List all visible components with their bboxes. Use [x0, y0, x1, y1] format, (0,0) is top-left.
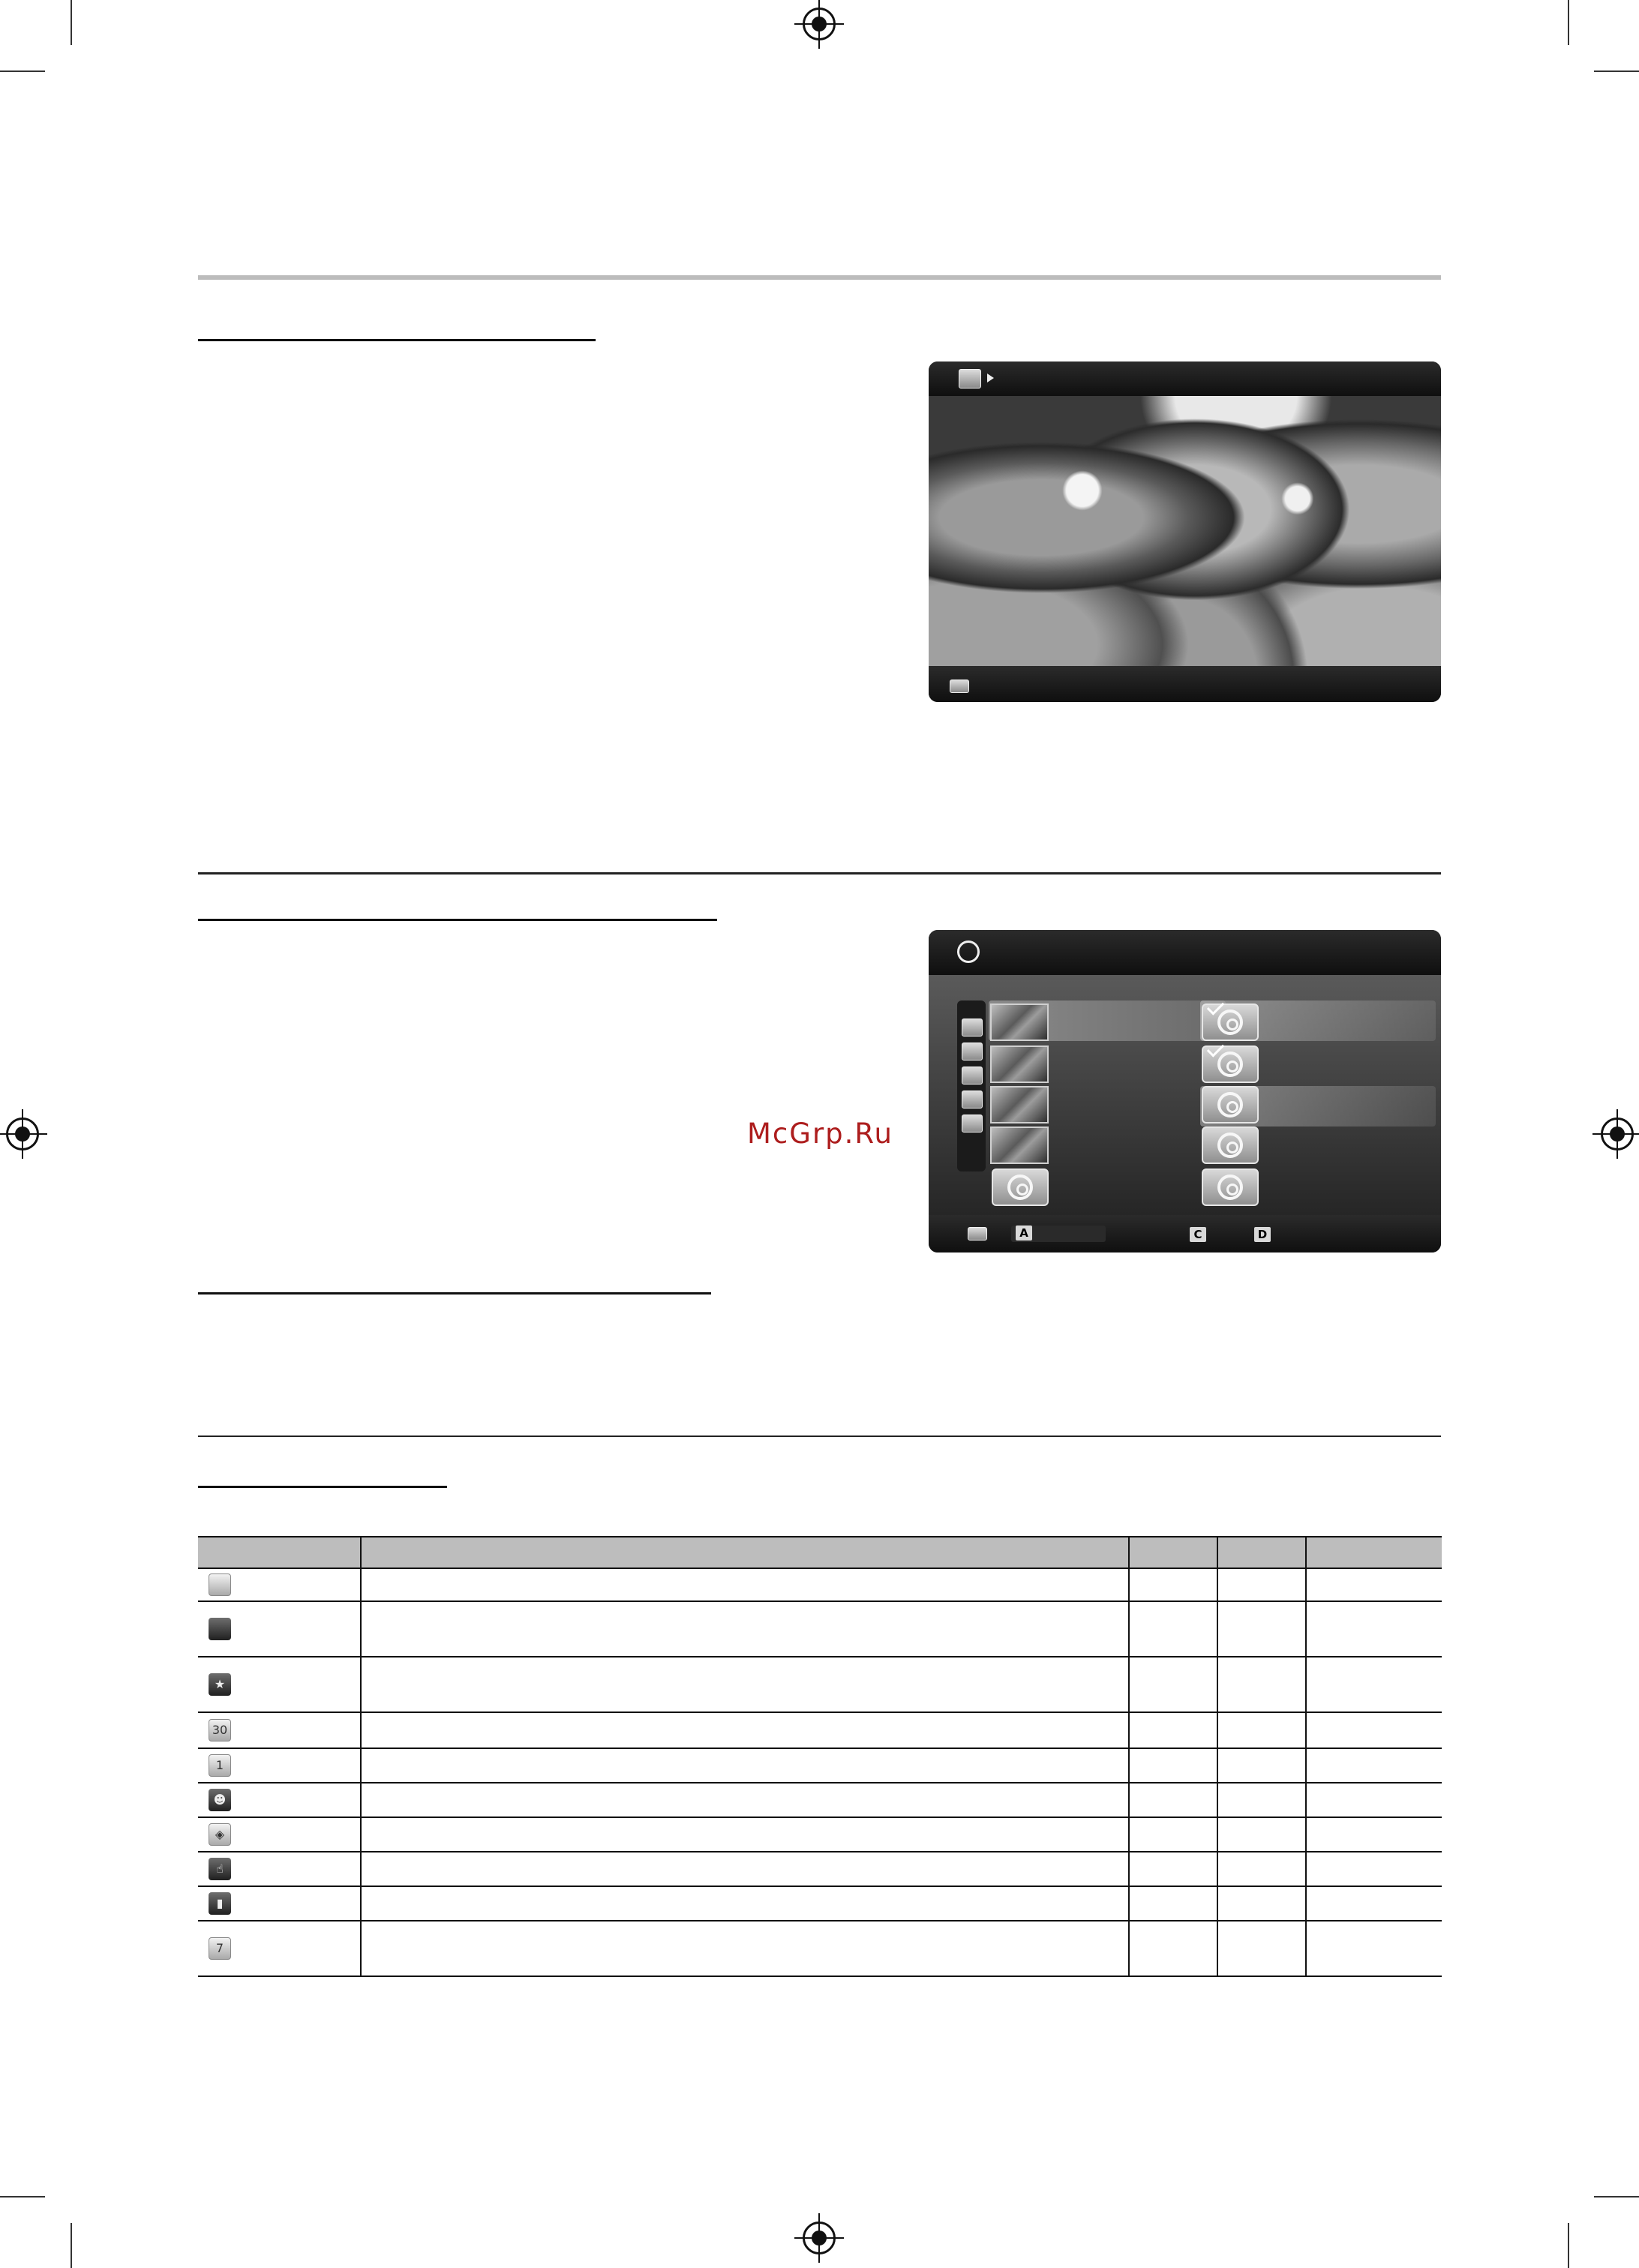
section-header-bar — [198, 275, 1441, 280]
table-cell — [1306, 1921, 1442, 1976]
table-row — [198, 1817, 1442, 1852]
video-thumbnail[interactable] — [990, 1086, 1049, 1124]
table-cell — [1129, 1568, 1217, 1601]
icon-table — [198, 1536, 1442, 1977]
table-header-cell — [198, 1537, 361, 1568]
calendar-7-icon-glyph: 7 — [215, 1941, 224, 1955]
table-row — [198, 1601, 1442, 1657]
table-cell — [1217, 1657, 1306, 1712]
icon-cell — [198, 1748, 361, 1783]
video-thumbnail[interactable] — [990, 1126, 1049, 1164]
device-icon — [950, 680, 969, 693]
table-cell — [1217, 1601, 1306, 1657]
table-cell — [1129, 1712, 1217, 1748]
table-cell — [1306, 1886, 1442, 1921]
table-cell — [1217, 1921, 1306, 1976]
play-arrow-icon — [987, 374, 994, 382]
table-row — [198, 1748, 1442, 1783]
crop-mark — [71, 0, 72, 45]
mic-icon — [209, 1892, 231, 1915]
location-icon-glyph: ◈ — [215, 1827, 225, 1841]
table-cell — [1129, 1817, 1217, 1852]
heading-underline — [198, 339, 596, 341]
table-cell — [1306, 1568, 1442, 1601]
table-row — [198, 1712, 1442, 1748]
mic-icon-glyph: ▮ — [216, 1896, 224, 1910]
month-icon[interactable] — [962, 1066, 983, 1084]
crop-mark — [1594, 70, 1639, 72]
table-row — [198, 1852, 1442, 1886]
video-file-icon[interactable] — [1202, 1086, 1259, 1124]
crop-mark — [0, 70, 45, 72]
icon-cell — [198, 1783, 361, 1817]
table-cell — [361, 1712, 1129, 1748]
table-cell — [361, 1852, 1129, 1886]
device-icon — [968, 1227, 987, 1240]
section-divider — [198, 1436, 1441, 1437]
icon-cell — [198, 1852, 361, 1886]
favorite-icon[interactable] — [962, 1114, 983, 1132]
video-file-icon[interactable] — [1202, 1168, 1259, 1206]
preference-icon-glyph — [209, 1618, 231, 1640]
section-divider — [198, 872, 1441, 874]
table-cell — [1217, 1712, 1306, 1748]
video-thumbnail[interactable] — [990, 1046, 1049, 1083]
table-row — [198, 1921, 1442, 1976]
table-cell — [1129, 1886, 1217, 1921]
video-thumbnail[interactable] — [990, 1004, 1049, 1041]
table-cell — [1217, 1783, 1306, 1817]
heading-underline — [198, 1292, 711, 1294]
table-cell — [361, 1657, 1129, 1712]
table-cell — [1217, 1852, 1306, 1886]
date-icon[interactable] — [962, 1090, 983, 1108]
favorite-star-icon-glyph: ★ — [214, 1677, 226, 1691]
screen-title-bar — [929, 362, 1441, 396]
table-row — [198, 1783, 1442, 1817]
table-header-cell — [361, 1537, 1129, 1568]
table-header-cell — [1217, 1537, 1306, 1568]
table-header-row — [198, 1537, 1442, 1568]
video-file-icon[interactable] — [1202, 1126, 1259, 1164]
crop-mark — [0, 2196, 45, 2198]
apples-photo — [929, 396, 1441, 666]
table-cell — [1306, 1852, 1442, 1886]
table-cell — [361, 1921, 1129, 1976]
crop-mark — [1568, 0, 1569, 45]
table-header-cell — [1306, 1537, 1442, 1568]
table-cell — [1306, 1783, 1442, 1817]
table-row — [198, 1568, 1442, 1601]
key-a-badge: A — [1016, 1226, 1032, 1240]
crop-mark — [1568, 2223, 1569, 2268]
location-icon — [209, 1823, 231, 1846]
screen-footer-bar — [929, 1215, 1441, 1252]
icon-cell — [198, 1657, 361, 1712]
preference-icon[interactable] — [962, 1042, 983, 1060]
icon-cell — [198, 1601, 361, 1657]
table-cell — [361, 1748, 1129, 1783]
watermark: McGrp.Ru — [747, 1118, 893, 1150]
table-row — [198, 1657, 1442, 1712]
calendar-1-icon-glyph: 1 — [215, 1758, 224, 1772]
table-cell — [1129, 1657, 1217, 1712]
folder-icon[interactable] — [962, 1018, 983, 1036]
hand-pointer-icon — [209, 1858, 231, 1880]
photo-view-screen — [929, 362, 1441, 702]
table-cell — [1306, 1712, 1442, 1748]
screen-title-bar — [929, 930, 1441, 975]
film-reel-icon — [957, 940, 980, 963]
table-cell — [1306, 1601, 1442, 1657]
video-list-screen — [929, 930, 1441, 1252]
heading-underline — [198, 919, 717, 921]
icon-cell — [198, 1817, 361, 1852]
key-c-badge: C — [1190, 1227, 1206, 1242]
key-d-badge: D — [1254, 1227, 1271, 1242]
table-cell — [361, 1886, 1129, 1921]
table-cell — [1306, 1657, 1442, 1712]
table-cell — [1306, 1817, 1442, 1852]
table-cell — [361, 1817, 1129, 1852]
folder-icon — [209, 1574, 231, 1596]
table-cell — [1129, 1748, 1217, 1783]
registration-mark-icon — [6, 1118, 39, 1150]
table-cell — [361, 1783, 1129, 1817]
table-cell — [361, 1568, 1129, 1601]
table-header-cell — [1129, 1537, 1217, 1568]
table-cell — [1217, 1817, 1306, 1852]
person-icon-glyph: ☻ — [213, 1792, 227, 1807]
icon-cell — [198, 1886, 361, 1921]
heading-underline — [198, 1486, 447, 1488]
photo-icon — [959, 369, 981, 388]
preference-icon — [209, 1618, 231, 1640]
calendar-1-icon — [209, 1754, 231, 1777]
person-icon — [209, 1789, 231, 1811]
table-cell — [1129, 1783, 1217, 1817]
table-cell — [1129, 1852, 1217, 1886]
table-row — [198, 1886, 1442, 1921]
favorite-star-icon — [209, 1673, 231, 1696]
table-cell — [1129, 1601, 1217, 1657]
crop-mark — [71, 2223, 72, 2268]
registration-mark-icon — [803, 8, 836, 40]
calendar-30-icon — [209, 1719, 231, 1742]
crop-mark — [1594, 2196, 1639, 2198]
table-cell — [361, 1601, 1129, 1657]
table-cell — [1217, 1568, 1306, 1601]
calendar-30-icon-glyph: 30 — [212, 1723, 228, 1737]
folder-icon-glyph — [209, 1574, 230, 1595]
icon-cell — [198, 1568, 361, 1601]
icon-cell — [198, 1712, 361, 1748]
hand-pointer-icon-glyph: ☝ — [216, 1862, 224, 1876]
registration-mark-icon — [803, 2222, 836, 2254]
screen-footer-bar — [929, 666, 1441, 702]
calendar-7-icon — [209, 1937, 231, 1960]
registration-mark-icon — [1601, 1118, 1634, 1150]
table-cell — [1217, 1886, 1306, 1921]
table-cell — [1217, 1748, 1306, 1783]
icon-cell — [198, 1921, 361, 1976]
table-cell — [1129, 1921, 1217, 1976]
video-file-icon[interactable] — [992, 1168, 1049, 1206]
table-cell — [1306, 1748, 1442, 1783]
